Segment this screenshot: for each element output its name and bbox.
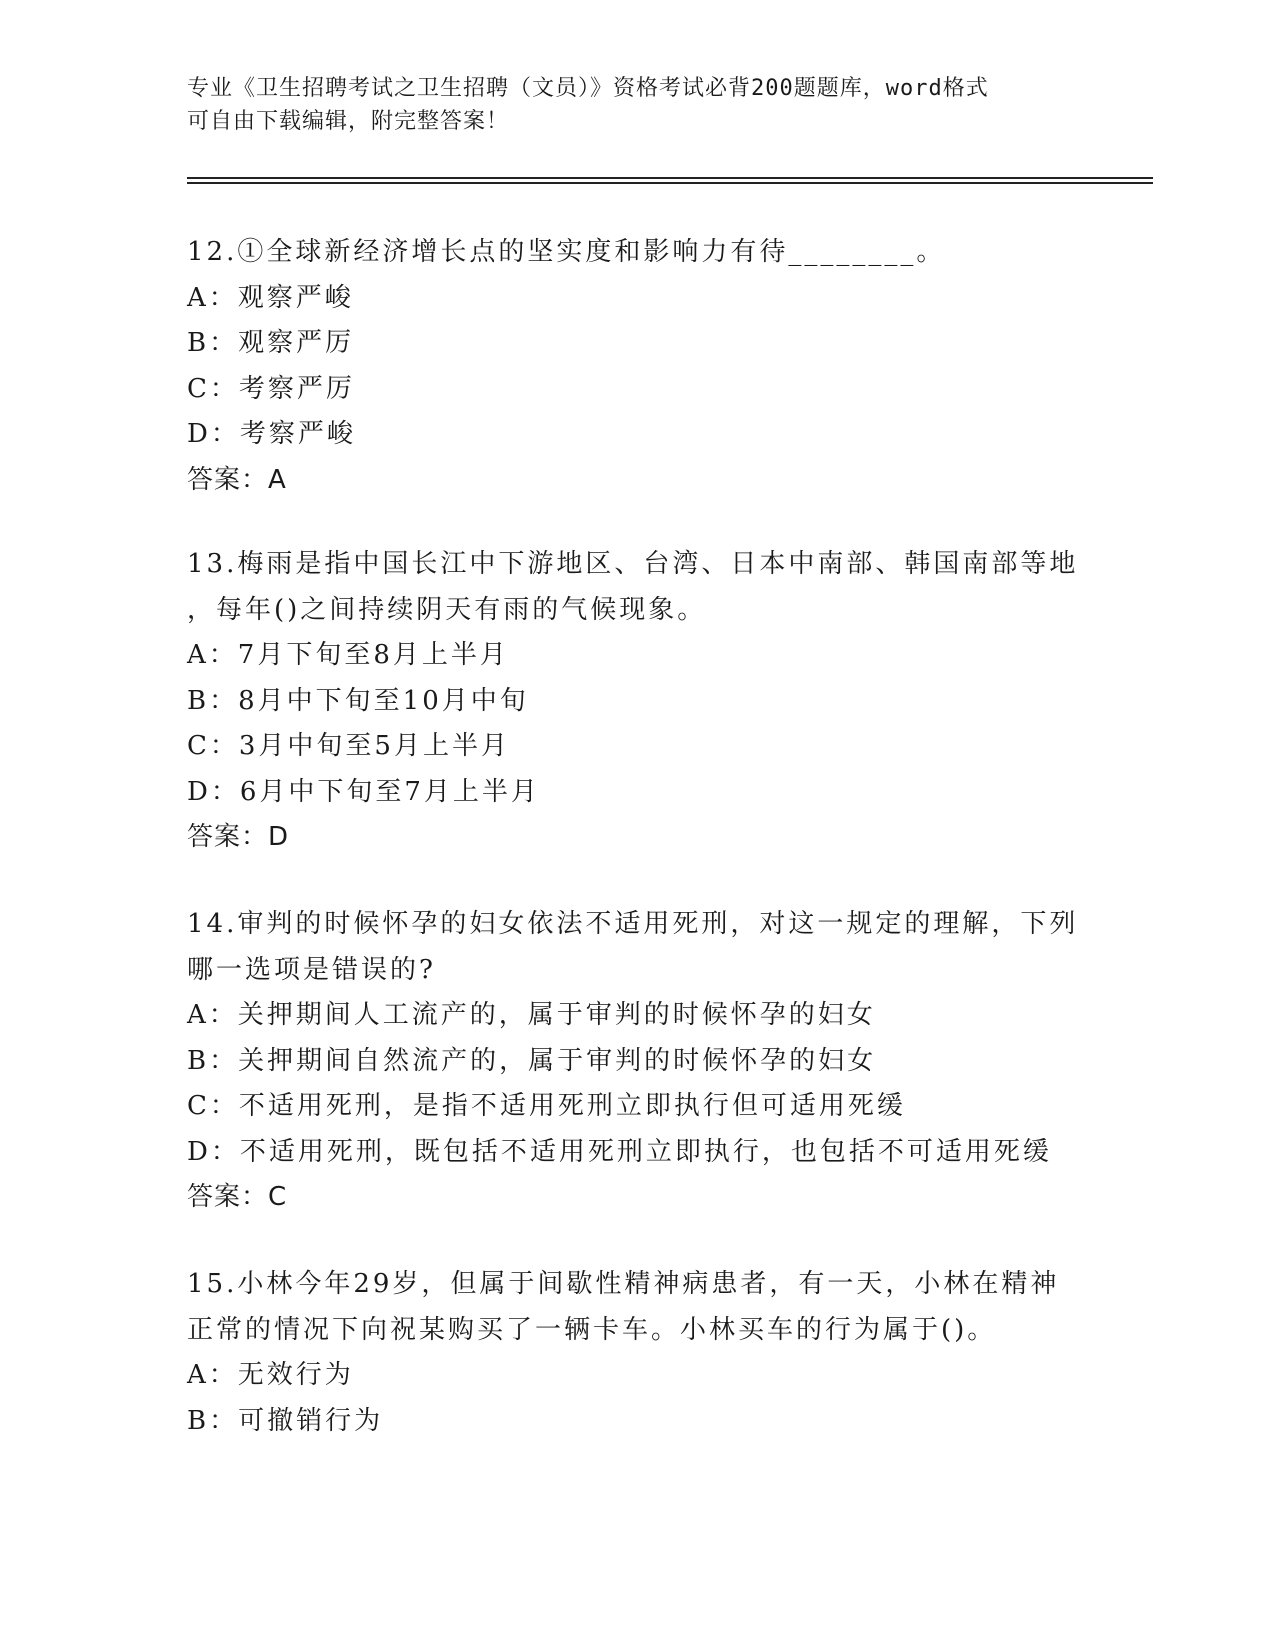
question-stem-continued: ，每年()之间持续阴天有雨的气候现象。 bbox=[187, 594, 707, 625]
question-stem: 15.小林今年29岁，但属于间歇性精神病患者，有一天，小林在精神 bbox=[187, 1269, 1060, 1299]
answer-label: 答案：A bbox=[187, 464, 287, 495]
option-b: B：8月中下旬至10月中旬 bbox=[187, 685, 529, 716]
question-12 bbox=[187, 230, 1087, 503]
question-stem-continued: 正常的情况下向祝某购买了一辆卡车。小林买车的行为属于()。 bbox=[187, 1314, 997, 1345]
option-a: A：7月下旬至8月上半月 bbox=[187, 640, 509, 670]
option-c: C：3月中旬至5月上半月 bbox=[187, 731, 510, 761]
question-stem: 13.梅雨是指中国长江中下游地区、台湾、日本中南部、韩国南部等地 bbox=[187, 549, 1079, 579]
option-a: A：关押期间人工流产的，属于审判的时候怀孕的妇女 bbox=[187, 1000, 876, 1030]
option-a: A：无效行为 bbox=[187, 1360, 354, 1390]
question-stem-continued: 哪一选项是错误的? bbox=[187, 954, 436, 985]
question-15 bbox=[187, 1262, 1087, 1444]
option-d: D：考察严峻 bbox=[187, 419, 356, 449]
option-b: B：关押期间自然流产的，属于审判的时候怀孕的妇女 bbox=[187, 1045, 877, 1076]
answer-label: 答案：C bbox=[187, 1182, 288, 1212]
question-14 bbox=[187, 902, 1087, 1221]
option-d: D：6月中下旬至7月上半月 bbox=[187, 776, 540, 807]
document-header bbox=[187, 72, 1067, 138]
header-line-1: 专业《卫生招聘考试之卫生招聘（文员）》资格考试必背200题题库，word格式 bbox=[187, 76, 989, 101]
question-stem: 12.①全球新经济增长点的坚实度和影响力有待________。 bbox=[187, 237, 946, 267]
option-a: A：观察严峻 bbox=[187, 282, 354, 313]
option-c: C：考察严厉 bbox=[187, 373, 355, 404]
question-13 bbox=[187, 542, 1087, 861]
option-c: C：不适用死刑，是指不适用死刑立即执行但可适用死缓 bbox=[187, 1091, 906, 1121]
header-divider-top bbox=[187, 177, 1153, 179]
option-d: D：不适用死刑，既包括不适用死刑立即执行，也包括不可适用死缓 bbox=[187, 1136, 1052, 1167]
header-divider-bottom bbox=[187, 182, 1153, 184]
answer-label: 答案：D bbox=[187, 822, 290, 852]
header-line-2: 可自由下载编辑，附完整答案！ bbox=[187, 109, 510, 134]
option-b: B：可撤销行为 bbox=[187, 1405, 384, 1436]
option-b: B：观察严厉 bbox=[187, 328, 355, 358]
question-stem: 14.审判的时候怀孕的妇女依法不适用死刑，对这一规定的理解，下列 bbox=[187, 909, 1079, 939]
